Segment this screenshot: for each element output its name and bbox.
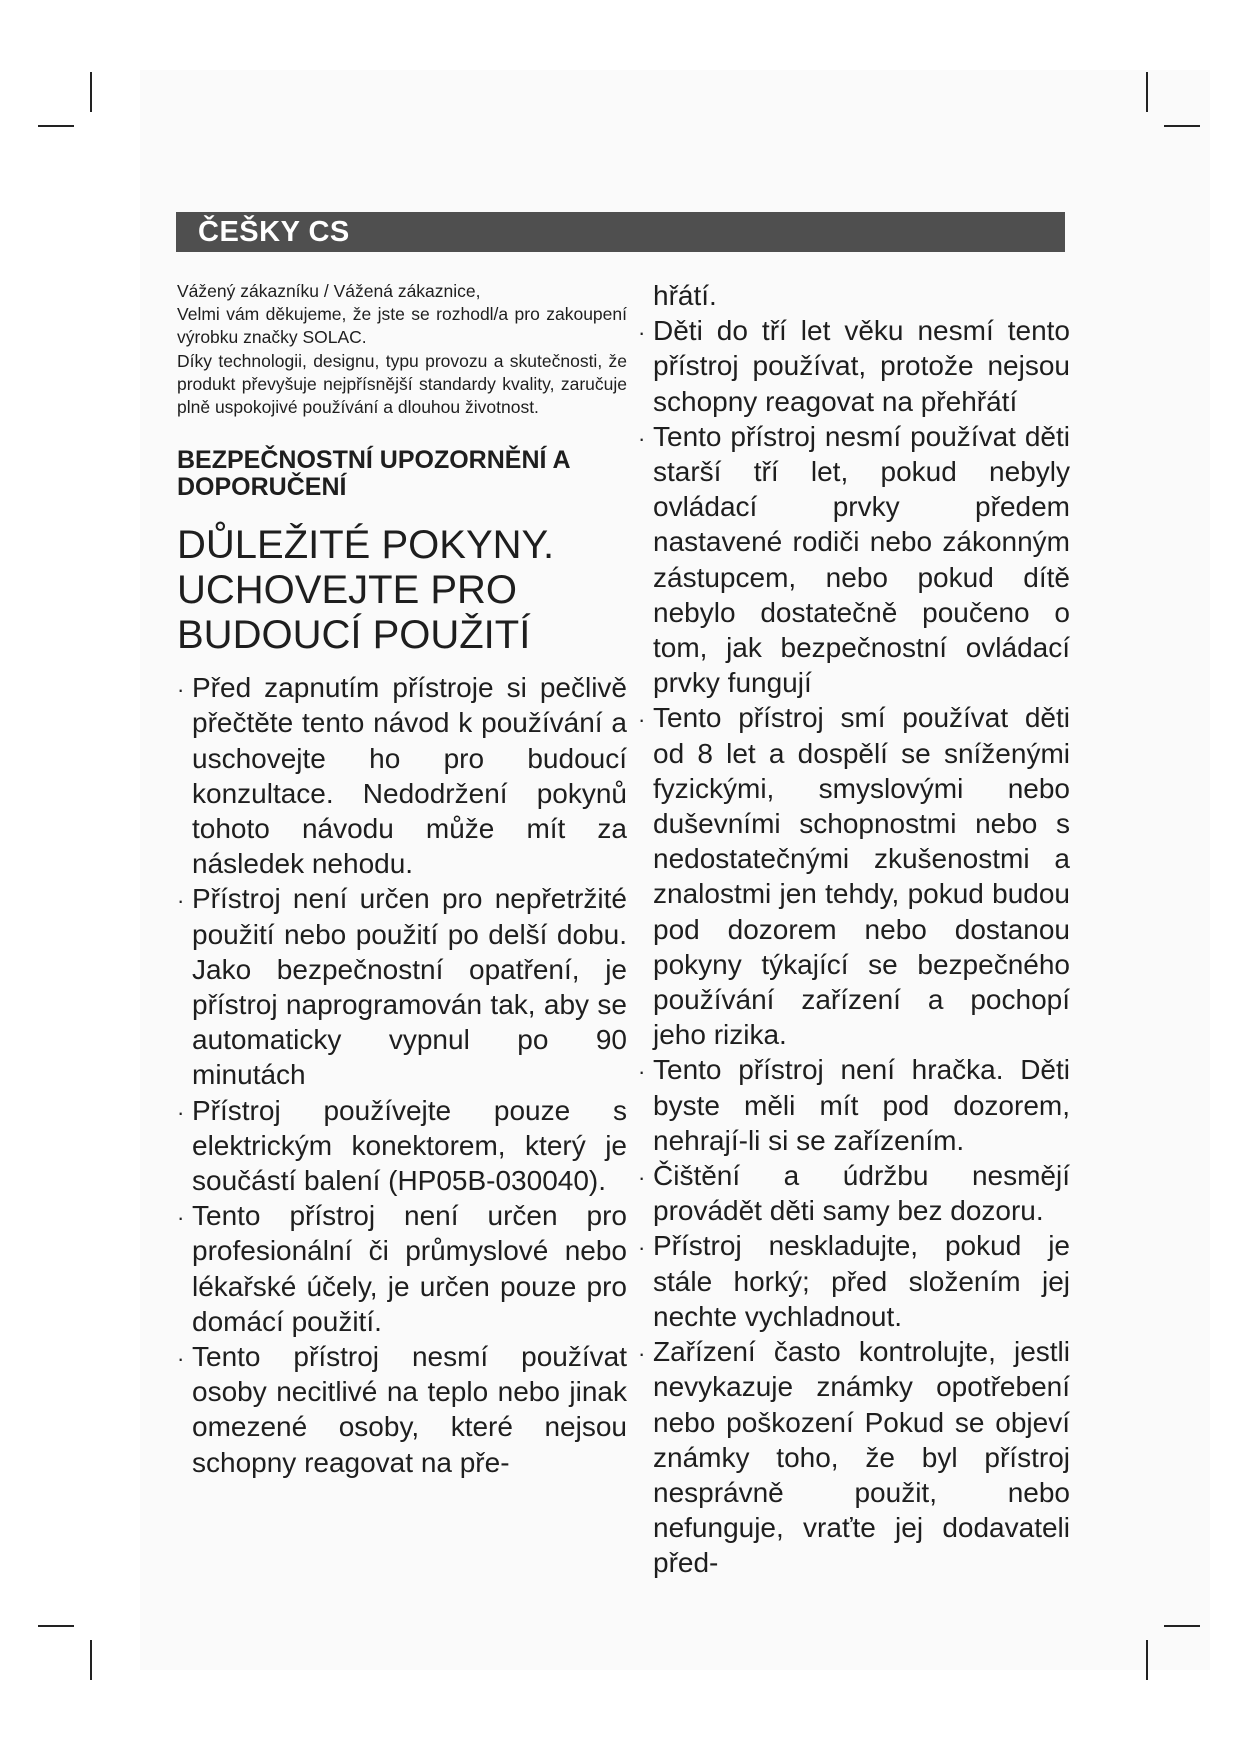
- continued-text: hřátí.: [653, 280, 717, 311]
- list-item: · Přístroj neskladujte, pokud je stále horký; před složením jej nechte vychladnout.: [638, 1228, 1070, 1334]
- intro-block: [177, 280, 627, 419]
- intro-quality: Díky technologii, designu, typu provozu a skutečnosti, že produkt převyšuje nejpřísnější standardy kvality, zaručuje plně uspokojivé používání a dlouhou životnost.: [177, 350, 627, 418]
- list-item: · Přístroj není určen pro nepřetržité použití nebo použití po delší dobu. Jako bezpečnostní opatření, je přístroj naprogramován tak, aby se automaticky vypnul po 90 minutách: [177, 881, 627, 1092]
- left-column: [177, 280, 627, 1480]
- list-item: · Přístroj používejte pouze s elektrickým konektorem, který je součástí balení (HP05B-030040).: [177, 1093, 627, 1199]
- crop-mark-bottom-left-v: [90, 1640, 92, 1680]
- intro-greeting: Vážený zákazníku / Vážená zákaznice,: [177, 281, 481, 301]
- list-item: · Tento přístroj není určen pro profesionální či průmyslové nebo lékařské účely, je určen pouze pro domácí použití.: [177, 1198, 627, 1339]
- language-header: ČEŠKY CS: [176, 212, 1065, 252]
- list-item: · Čištění a údržbu nesmějí provádět děti samy bez dozoru.: [638, 1158, 1070, 1228]
- crop-mark-top-right-h: [1164, 125, 1200, 127]
- crop-mark-bottom-right-v: [1146, 1640, 1148, 1680]
- crop-mark-bottom-left-h: [38, 1625, 74, 1627]
- crop-mark-top-left-h: [38, 125, 74, 127]
- crop-mark-bottom-right-h: [1164, 1625, 1200, 1627]
- intro-thanks: Velmi vám děkujeme, že jste se rozhodl/a pro zakoupení výrobku značky SOLAC.: [177, 304, 627, 348]
- important-heading: DŮLEŽITÉ POKYNY. UCHOVEJTE PRO BUDOUCÍ POUŽITÍ: [177, 523, 555, 658]
- list-item: · Tento přístroj nesmí používat osoby necitlivé na teplo nebo jinak omezené osoby, které nejsou schopny reagovat na pře-: [177, 1339, 627, 1480]
- list-item: · Tento přístroj smí používat děti od 8 let a dospělí se sníženými fyzickými, smyslovými nebo duševními schopnostmi nebo s nedostatečnými zkušenostmi a znalostmi jen tehdy, pokud budou pod dozorem nebo dostanou pokyny týkající se bezpečného používání zařízení a pochopí jeho rizika.: [638, 700, 1070, 1052]
- crop-mark-top-right-v: [1146, 72, 1148, 112]
- list-item: · Před zapnutím přístroje si pečlivě přečtěte tento návod k používání a uschovejte ho pro budoucí konzultace. Nedodržení pokynů tohoto návodu může mít za následek nehodu.: [177, 670, 627, 881]
- list-item: · Tento přístroj není hračka. Děti byste měli mít pod dozorem, nehrají-li si se zařízením.: [638, 1052, 1070, 1158]
- list-item: · Děti do tří let věku nesmí tento přístroj používat, protože nejsou schopny reagovat na přehřátí: [638, 313, 1070, 419]
- crop-mark-top-left-v: [90, 72, 92, 112]
- list-item: · Zařízení často kontrolujte, jestli nevykazuje známky opotřebení nebo poškození Pokud se objeví známky toho, že byl přístroj nesprávně použit, nebo nefunguje, vraťte jej dodavateli před-: [638, 1334, 1070, 1580]
- list-item: · Tento přístroj nesmí používat děti starší tří let, pokud nebyly ovládací prvky předem nastavené rodiči nebo zákonným zástupcem, nebo pokud dítě nebylo dostatečně poučeno o tom, jak bezpečnostní ovládací prvky fungují: [638, 419, 1070, 701]
- right-column: [638, 278, 1070, 1581]
- safety-list-right: [638, 313, 1070, 1580]
- safety-heading: BEZPEČNOSTNÍ UPOZORNĚNÍ A DOPORUČENÍ: [177, 446, 570, 502]
- safety-list-left: [177, 670, 627, 1480]
